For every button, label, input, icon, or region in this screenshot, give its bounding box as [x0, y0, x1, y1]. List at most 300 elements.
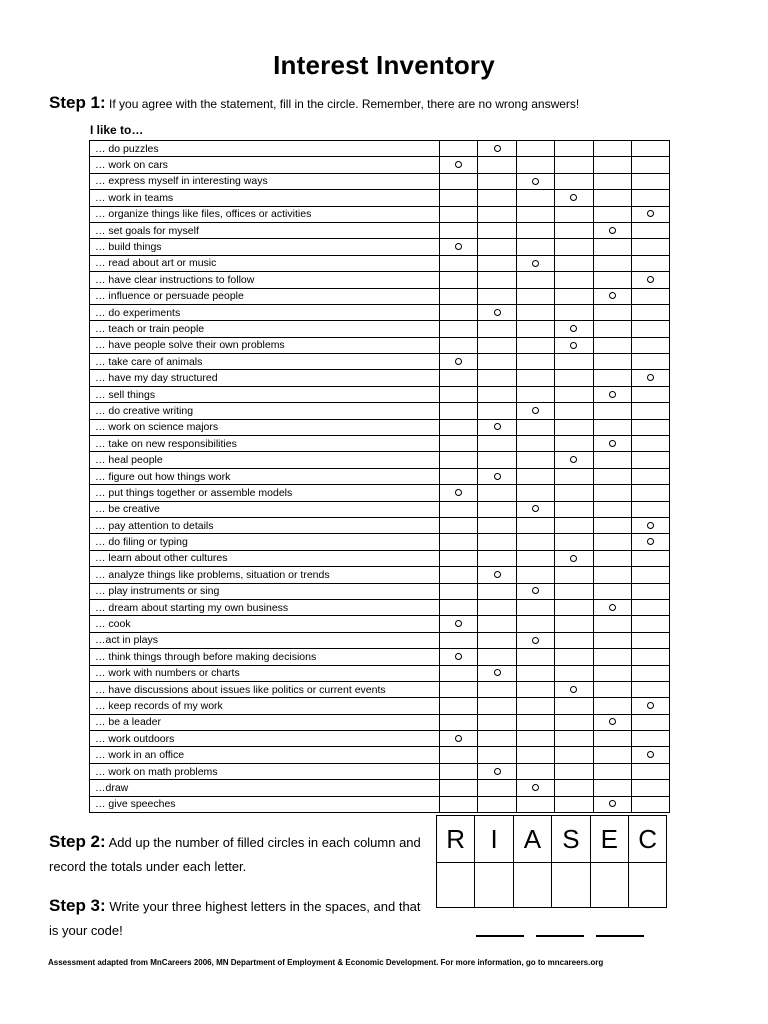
answer-cell-e: [593, 698, 631, 714]
inventory-row: [90, 485, 670, 501]
answer-cell-c: [631, 288, 669, 304]
statement-text: … do puzzles: [90, 141, 440, 157]
answer-cell-c: [631, 681, 669, 697]
statement-text: … keep records of my work: [90, 698, 440, 714]
i-like-label: I like to…: [90, 123, 144, 137]
answer-cell-i: [478, 665, 516, 681]
inventory-row: [90, 517, 670, 533]
inventory-row: [90, 419, 670, 435]
answer-cell-i: [478, 632, 516, 648]
answer-cell-e: [593, 534, 631, 550]
answer-cell-a: [516, 534, 554, 550]
statement-text: … set goals for myself: [90, 222, 440, 238]
answer-circle-icon[interactable]: [532, 407, 539, 414]
inventory-row: [90, 173, 670, 189]
answer-cell-r: [440, 239, 478, 255]
answer-cell-c: [631, 337, 669, 353]
answer-circle-icon[interactable]: [532, 637, 539, 644]
answer-circle-icon[interactable]: [455, 243, 462, 250]
answer-cell-c: [631, 599, 669, 615]
answer-cell-c: [631, 419, 669, 435]
answer-cell-c: [631, 517, 669, 533]
answer-cell-e: [593, 304, 631, 320]
answer-cell-e: [593, 337, 631, 353]
answer-cell-r: [440, 386, 478, 402]
answer-cell-a: [516, 649, 554, 665]
inventory-row: [90, 206, 670, 222]
answer-cell-i: [478, 222, 516, 238]
answer-cell-r: [440, 436, 478, 452]
answer-cell-r: [440, 403, 478, 419]
answer-cell-r: [440, 206, 478, 222]
answer-cell-r: [440, 796, 478, 812]
inventory-row: [90, 304, 670, 320]
answer-cell-a: [516, 370, 554, 386]
answer-cell-s: [555, 517, 593, 533]
answer-cell-s: [555, 370, 593, 386]
statement-text: … think things through before making decisions: [90, 649, 440, 665]
answer-cell-a: [516, 731, 554, 747]
answer-circle-icon[interactable]: [609, 292, 616, 299]
total-cell-c[interactable]: [628, 863, 666, 908]
statement-text: … take on new responsibilities: [90, 436, 440, 452]
answer-circle-icon[interactable]: [570, 325, 577, 332]
answer-circle-icon[interactable]: [494, 571, 501, 578]
answer-cell-a: [516, 780, 554, 796]
answer-cell-r: [440, 583, 478, 599]
answer-cell-r: [440, 665, 478, 681]
answer-cell-a: [516, 304, 554, 320]
step1-instruction: [49, 93, 579, 113]
answer-cell-c: [631, 534, 669, 550]
statement-text: … dream about starting my own business: [90, 599, 440, 615]
answer-cell-c: [631, 239, 669, 255]
code-blank-1[interactable]: [476, 925, 524, 937]
statement-text: … heal people: [90, 452, 440, 468]
inventory-row: [90, 681, 670, 697]
answer-circle-icon[interactable]: [647, 538, 654, 545]
answer-cell-a: [516, 419, 554, 435]
answer-circle-icon[interactable]: [647, 522, 654, 529]
answer-cell-r: [440, 698, 478, 714]
answer-cell-i: [478, 206, 516, 222]
answer-cell-i: [478, 583, 516, 599]
answer-cell-a: [516, 501, 554, 517]
answer-cell-e: [593, 370, 631, 386]
answer-cell-a: [516, 452, 554, 468]
answer-circle-icon[interactable]: [494, 309, 501, 316]
answer-cell-c: [631, 567, 669, 583]
answer-cell-s: [555, 550, 593, 566]
total-cell-a[interactable]: [513, 863, 551, 908]
answer-cell-e: [593, 239, 631, 255]
answer-cell-c: [631, 632, 669, 648]
answer-cell-s: [555, 599, 593, 615]
code-blanks: [476, 925, 644, 937]
answer-circle-icon[interactable]: [494, 423, 501, 430]
column-letter-a: A: [513, 816, 551, 863]
total-cell-s[interactable]: [552, 863, 590, 908]
answer-cell-r: [440, 550, 478, 566]
total-cell-e[interactable]: [590, 863, 628, 908]
answer-cell-a: [516, 354, 554, 370]
answer-circle-icon[interactable]: [455, 489, 462, 496]
answer-cell-e: [593, 616, 631, 632]
answer-cell-s: [555, 649, 593, 665]
answer-cell-r: [440, 190, 478, 206]
statement-text: … organize things like files, offices or activities: [90, 206, 440, 222]
statement-text: … put things together or assemble models: [90, 485, 440, 501]
answer-cell-a: [516, 796, 554, 812]
answer-circle-icon[interactable]: [609, 391, 616, 398]
answer-cell-e: [593, 763, 631, 779]
answer-circle-icon[interactable]: [455, 161, 462, 168]
answer-cell-c: [631, 468, 669, 484]
answer-cell-e: [593, 681, 631, 697]
answer-cell-a: [516, 665, 554, 681]
answer-cell-e: [593, 222, 631, 238]
statement-text: … be creative: [90, 501, 440, 517]
column-letter-e: E: [590, 816, 628, 863]
answer-cell-s: [555, 763, 593, 779]
answer-circle-icon[interactable]: [570, 342, 577, 349]
totals-row: [437, 863, 667, 908]
column-letter-r: R: [437, 816, 475, 863]
step1-text: If you agree with the statement, fill in the circle. Remember, there are no wrong answers!: [109, 97, 580, 111]
answer-cell-e: [593, 141, 631, 157]
answer-cell-i: [478, 649, 516, 665]
answer-cell-s: [555, 567, 593, 583]
inventory-row: [90, 157, 670, 173]
step3-label: Step 3:: [49, 896, 106, 915]
answer-cell-s: [555, 731, 593, 747]
answer-cell-a: [516, 616, 554, 632]
answer-cell-r: [440, 468, 478, 484]
answer-cell-e: [593, 501, 631, 517]
answer-circle-icon[interactable]: [609, 227, 616, 234]
inventory-row: [90, 632, 670, 648]
answer-cell-i: [478, 354, 516, 370]
answer-cell-s: [555, 354, 593, 370]
answer-cell-i: [478, 321, 516, 337]
code-blank-3[interactable]: [596, 925, 644, 937]
answer-cell-s: [555, 255, 593, 271]
answer-cell-s: [555, 386, 593, 402]
answer-circle-icon[interactable]: [494, 768, 501, 775]
answer-cell-c: [631, 386, 669, 402]
statement-text: … work outdoors: [90, 731, 440, 747]
answer-cell-i: [478, 780, 516, 796]
answer-cell-e: [593, 419, 631, 435]
inventory-row: [90, 534, 670, 550]
inventory-row: [90, 599, 670, 615]
inventory-row: [90, 616, 670, 632]
answer-circle-icon[interactable]: [532, 178, 539, 185]
answer-cell-a: [516, 173, 554, 189]
answer-cell-i: [478, 272, 516, 288]
inventory-row: [90, 141, 670, 157]
answer-cell-a: [516, 599, 554, 615]
answer-cell-i: [478, 436, 516, 452]
answer-cell-r: [440, 452, 478, 468]
answer-cell-a: [516, 763, 554, 779]
answer-circle-icon[interactable]: [647, 374, 654, 381]
answer-cell-s: [555, 665, 593, 681]
inventory-row: [90, 583, 670, 599]
answer-cell-c: [631, 665, 669, 681]
answer-cell-r: [440, 714, 478, 730]
answer-cell-c: [631, 370, 669, 386]
inventory-row: [90, 272, 670, 288]
answer-cell-a: [516, 583, 554, 599]
totals-table: [436, 815, 667, 908]
answer-cell-i: [478, 337, 516, 353]
answer-cell-s: [555, 403, 593, 419]
answer-cell-r: [440, 681, 478, 697]
answer-cell-i: [478, 141, 516, 157]
answer-circle-icon[interactable]: [532, 260, 539, 267]
inventory-table: [89, 140, 670, 813]
answer-cell-r: [440, 370, 478, 386]
answer-cell-c: [631, 403, 669, 419]
step3-text: Write your three highest letters in the spaces, and that is your code!: [49, 899, 421, 938]
inventory-row: [90, 501, 670, 517]
inventory-row: [90, 714, 670, 730]
inventory-row: [90, 288, 670, 304]
answer-cell-r: [440, 157, 478, 173]
answer-circle-icon[interactable]: [647, 751, 654, 758]
answer-cell-i: [478, 616, 516, 632]
answer-cell-a: [516, 321, 554, 337]
answer-cell-i: [478, 386, 516, 402]
inventory-row: [90, 649, 670, 665]
statement-text: … have clear instructions to follow: [90, 272, 440, 288]
code-blank-2[interactable]: [536, 925, 584, 937]
answer-cell-s: [555, 583, 593, 599]
statement-text: … have discussions about issues like politics or current events: [90, 681, 440, 697]
answer-cell-r: [440, 354, 478, 370]
answer-circle-icon[interactable]: [647, 210, 654, 217]
answer-cell-a: [516, 157, 554, 173]
answer-cell-a: [516, 337, 554, 353]
answer-cell-i: [478, 517, 516, 533]
total-cell-i[interactable]: [475, 863, 513, 908]
answer-cell-e: [593, 354, 631, 370]
total-cell-r[interactable]: [437, 863, 475, 908]
answer-cell-e: [593, 452, 631, 468]
answer-cell-r: [440, 763, 478, 779]
answer-cell-e: [593, 386, 631, 402]
answer-cell-r: [440, 255, 478, 271]
answer-cell-i: [478, 681, 516, 697]
answer-cell-i: [478, 468, 516, 484]
answer-cell-c: [631, 206, 669, 222]
statement-text: … do filing or typing: [90, 534, 440, 550]
answer-cell-c: [631, 157, 669, 173]
statement-text: … have people solve their own problems: [90, 337, 440, 353]
answer-cell-e: [593, 796, 631, 812]
answer-circle-icon[interactable]: [570, 456, 577, 463]
answer-cell-r: [440, 419, 478, 435]
answer-cell-s: [555, 272, 593, 288]
answer-cell-c: [631, 550, 669, 566]
answer-cell-c: [631, 173, 669, 189]
statement-text: … work on cars: [90, 157, 440, 173]
statement-text: …act in plays: [90, 632, 440, 648]
answer-cell-e: [593, 747, 631, 763]
inventory-row: [90, 567, 670, 583]
answer-cell-e: [593, 714, 631, 730]
answer-cell-e: [593, 173, 631, 189]
answer-cell-a: [516, 403, 554, 419]
answer-circle-icon[interactable]: [647, 276, 654, 283]
statement-text: … work on math problems: [90, 763, 440, 779]
answer-cell-e: [593, 731, 631, 747]
answer-circle-icon[interactable]: [532, 587, 539, 594]
answer-cell-c: [631, 222, 669, 238]
answer-cell-e: [593, 583, 631, 599]
answer-cell-c: [631, 485, 669, 501]
answer-circle-icon[interactable]: [532, 505, 539, 512]
inventory-row: [90, 550, 670, 566]
letters-header-row: [437, 816, 667, 863]
statement-text: …draw: [90, 780, 440, 796]
answer-cell-a: [516, 141, 554, 157]
answer-cell-c: [631, 714, 669, 730]
answer-cell-i: [478, 452, 516, 468]
answer-cell-a: [516, 681, 554, 697]
answer-circle-icon[interactable]: [455, 653, 462, 660]
answer-cell-s: [555, 534, 593, 550]
answer-cell-a: [516, 485, 554, 501]
inventory-row: [90, 452, 670, 468]
answer-circle-icon[interactable]: [609, 800, 616, 807]
answer-circle-icon[interactable]: [609, 718, 616, 725]
column-letter-i: I: [475, 816, 513, 863]
answer-cell-i: [478, 763, 516, 779]
answer-cell-e: [593, 190, 631, 206]
answer-cell-e: [593, 321, 631, 337]
answer-cell-s: [555, 468, 593, 484]
answer-cell-r: [440, 731, 478, 747]
answer-cell-c: [631, 616, 669, 632]
answer-cell-i: [478, 501, 516, 517]
answer-cell-s: [555, 141, 593, 157]
answer-cell-i: [478, 714, 516, 730]
inventory-row: [90, 370, 670, 386]
answer-circle-icon[interactable]: [570, 686, 577, 693]
answer-cell-r: [440, 780, 478, 796]
inventory-row: [90, 436, 670, 452]
answer-cell-s: [555, 780, 593, 796]
answer-cell-s: [555, 222, 593, 238]
answer-cell-c: [631, 321, 669, 337]
answer-cell-e: [593, 780, 631, 796]
answer-cell-e: [593, 403, 631, 419]
statement-text: … cook: [90, 616, 440, 632]
answer-cell-s: [555, 337, 593, 353]
inventory-row: [90, 354, 670, 370]
answer-cell-a: [516, 517, 554, 533]
answer-cell-c: [631, 272, 669, 288]
answer-circle-icon[interactable]: [494, 669, 501, 676]
step2-instruction: [49, 830, 429, 879]
answer-cell-s: [555, 501, 593, 517]
answer-circle-icon[interactable]: [494, 145, 501, 152]
inventory-row: [90, 222, 670, 238]
answer-cell-r: [440, 141, 478, 157]
inventory-row: [90, 239, 670, 255]
statement-text: … work on science majors: [90, 419, 440, 435]
answer-circle-icon[interactable]: [455, 735, 462, 742]
inventory-row: [90, 698, 670, 714]
step2-text: Add up the number of filled circles in each column and record the totals under each letter.: [49, 835, 421, 874]
answer-cell-a: [516, 206, 554, 222]
statement-text: … build things: [90, 239, 440, 255]
answer-cell-c: [631, 190, 669, 206]
answer-cell-i: [478, 403, 516, 419]
answer-cell-e: [593, 550, 631, 566]
answer-cell-s: [555, 681, 593, 697]
answer-cell-e: [593, 255, 631, 271]
answer-cell-s: [555, 485, 593, 501]
answer-circle-icon[interactable]: [532, 784, 539, 791]
statement-text: … give speeches: [90, 796, 440, 812]
answer-cell-c: [631, 354, 669, 370]
inventory-row: [90, 255, 670, 271]
column-letter-c: C: [628, 816, 666, 863]
answer-cell-a: [516, 698, 554, 714]
answer-cell-c: [631, 747, 669, 763]
answer-cell-c: [631, 731, 669, 747]
answer-cell-s: [555, 419, 593, 435]
answer-cell-r: [440, 599, 478, 615]
statement-text: … work in an office: [90, 747, 440, 763]
answer-circle-icon[interactable]: [570, 194, 577, 201]
answer-cell-e: [593, 632, 631, 648]
answer-cell-e: [593, 272, 631, 288]
inventory-row: [90, 190, 670, 206]
inventory-row: [90, 780, 670, 796]
footer-credit: Assessment adapted from MnCareers 2006, MN Department of Employment & Economic Development. For more information, go to mncareers.org: [48, 958, 604, 967]
answer-circle-icon[interactable]: [609, 604, 616, 611]
answer-cell-i: [478, 157, 516, 173]
answer-cell-c: [631, 304, 669, 320]
answer-cell-a: [516, 239, 554, 255]
answer-cell-c: [631, 649, 669, 665]
answer-circle-icon[interactable]: [647, 702, 654, 709]
answer-circle-icon[interactable]: [455, 620, 462, 627]
statement-text: … sell things: [90, 386, 440, 402]
answer-cell-s: [555, 616, 593, 632]
answer-circle-icon[interactable]: [609, 440, 616, 447]
answer-cell-s: [555, 452, 593, 468]
answer-cell-a: [516, 255, 554, 271]
inventory-table-body: [90, 141, 670, 813]
answer-circle-icon[interactable]: [570, 555, 577, 562]
answer-cell-r: [440, 567, 478, 583]
inventory-row: [90, 321, 670, 337]
answer-circle-icon[interactable]: [455, 358, 462, 365]
answer-cell-s: [555, 321, 593, 337]
answer-cell-c: [631, 698, 669, 714]
answer-cell-c: [631, 452, 669, 468]
answer-cell-a: [516, 632, 554, 648]
answer-circle-icon[interactable]: [494, 473, 501, 480]
inventory-row: [90, 386, 670, 402]
answer-cell-c: [631, 436, 669, 452]
inventory-row: [90, 403, 670, 419]
